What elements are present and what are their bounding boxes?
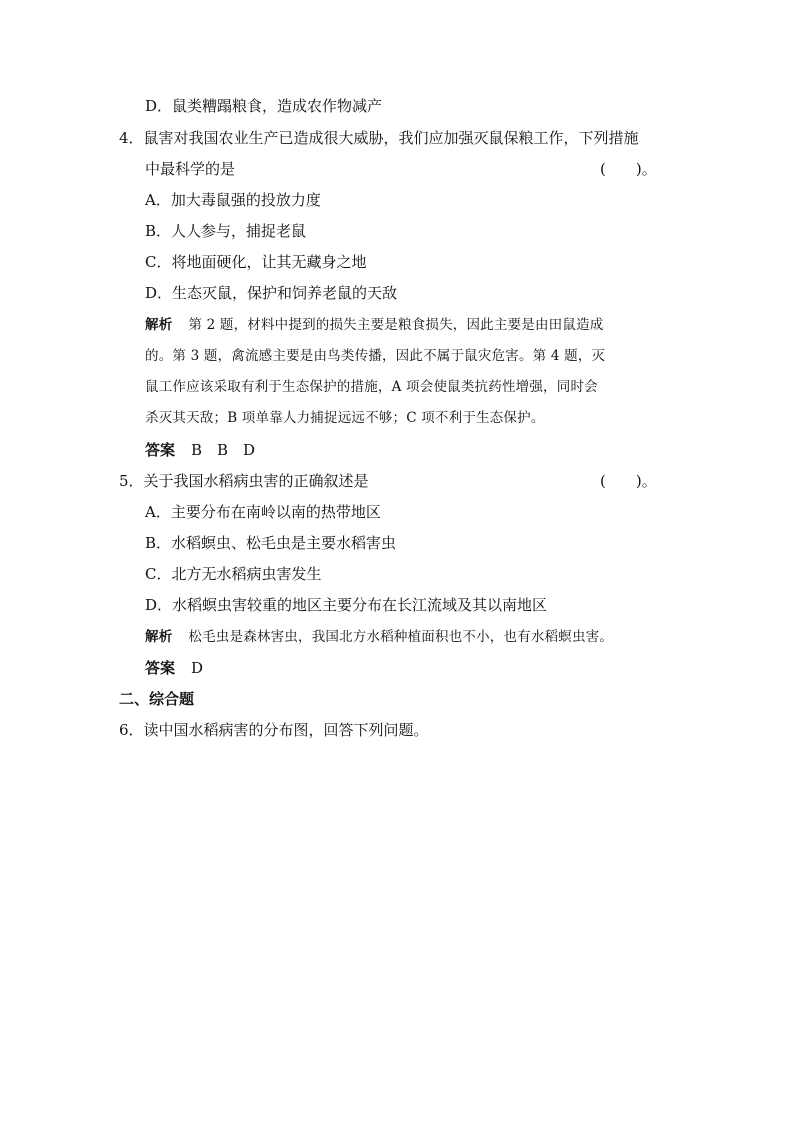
analysis-2 <box>145 627 613 647</box>
q5-stem: 5．关于我国水稻病虫害的正确叙述是 <box>119 472 369 490</box>
q4-answer-blank: ( )。 <box>600 160 657 178</box>
q4-option-a: A．加大毒鼠强的投放力度 <box>145 191 321 209</box>
answer-2-value: D <box>191 659 204 677</box>
q5-option-a: A．主要分布在南岭以南的热带地区 <box>145 503 381 521</box>
answer-1 <box>145 440 255 460</box>
q4-stem-line1: 4．鼠害对我国农业生产已造成很大威胁，我们应加强灭鼠保粮工作，下列措施 <box>119 129 639 147</box>
analysis-2-label: 解析 <box>145 629 173 645</box>
analysis-1-label: 解析 <box>145 317 173 333</box>
section-2-heading: 二、综合题 <box>119 690 195 708</box>
analysis-1-line1 <box>145 315 603 335</box>
q4-option-b: B．人人参与，捕捉老鼠 <box>145 222 307 240</box>
q5-option-b: B．水稻螟虫、松毛虫是主要水稻害虫 <box>145 534 397 552</box>
answer-1-label: 答案 <box>145 441 176 459</box>
analysis-1-line4: 杀灭其天敌；B 项单靠人力捕捉远远不够；C 项不利于生态保护。 <box>145 410 545 426</box>
q6-stem: 6．读中国水稻病害的分布图，回答下列问题。 <box>119 721 429 739</box>
q5-answer-blank: ( )。 <box>600 472 657 490</box>
answer-1-value: B B D <box>191 441 256 459</box>
analysis-1-text-1: 第 2 题，材料中提到的损失主要是粮食损失，因此主要是由田鼠造成 <box>188 317 604 333</box>
answer-2-label: 答案 <box>145 659 176 677</box>
analysis-2-text: 松毛虫是森林害虫，我国北方水稻种植面积也不小，也有水稻螟虫害。 <box>188 629 614 645</box>
analysis-1-line2: 的。第 3 题，禽流感主要是由鸟类传播，因此不属于鼠灾危害。第 4 题，灭 <box>145 348 606 364</box>
analysis-1-line3: 鼠工作应该采取有利于生态保护的措施，A 项会使鼠类抗药性增强，同时会 <box>145 379 598 395</box>
q4-stem-line2: 中最科学的是 <box>145 160 236 178</box>
answer-2 <box>145 658 203 678</box>
q4-option-c: C．将地面硬化，让其无藏身之地 <box>145 253 367 271</box>
q3-option-d: D．鼠类糟蹋粮食，造成农作物减产 <box>145 97 383 115</box>
q4-option-d: D．生态灭鼠，保护和饲养老鼠的天敌 <box>145 284 398 302</box>
q5-option-d: D．水稻螟虫害较重的地区主要分布在长江流域及其以南地区 <box>145 596 548 614</box>
q5-option-c: C．北方无水稻病虫害发生 <box>145 565 322 583</box>
